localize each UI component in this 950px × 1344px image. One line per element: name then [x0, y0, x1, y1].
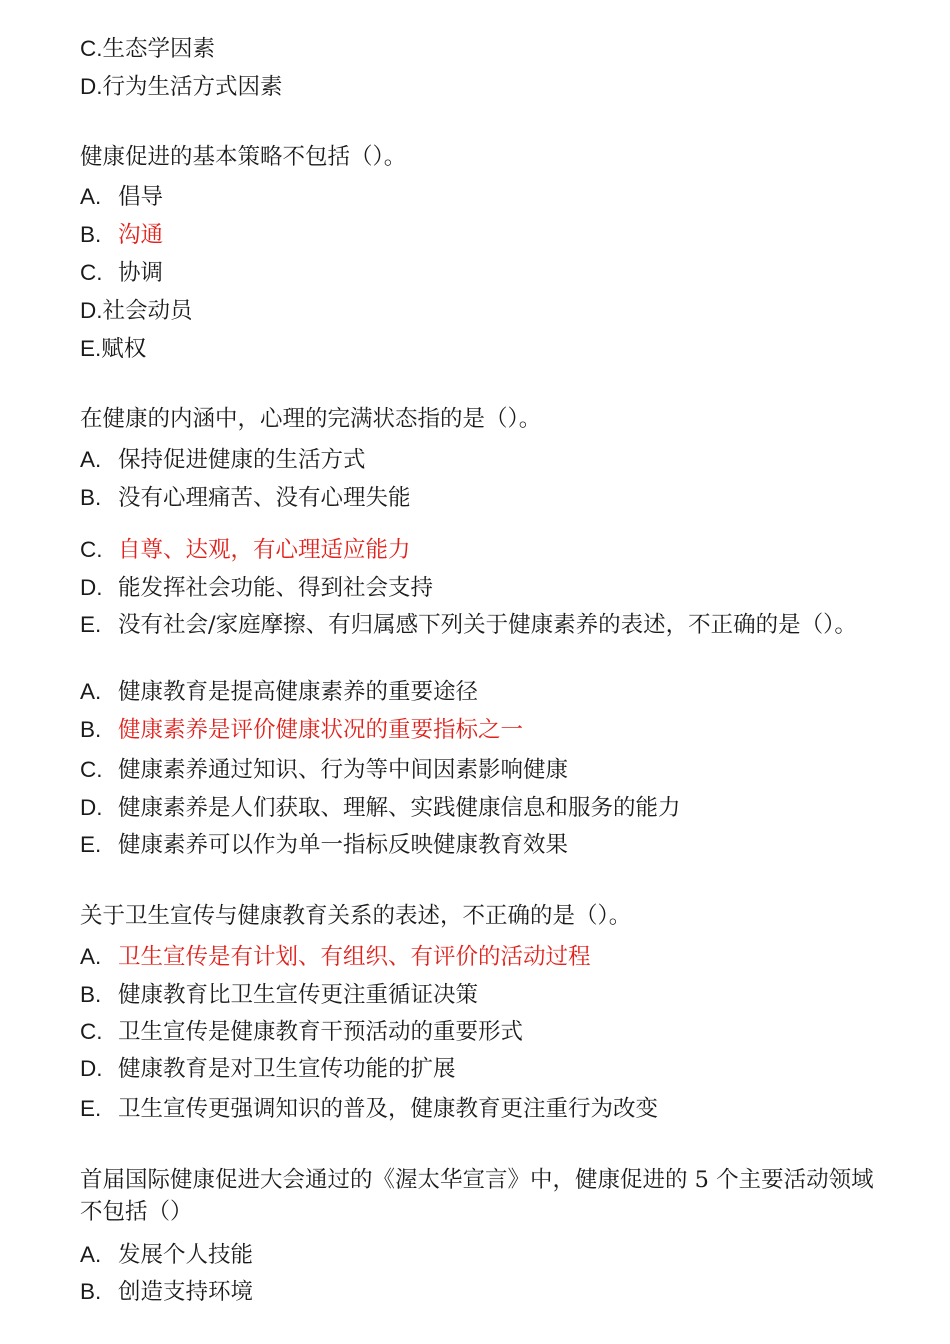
- option-e: E.赋权: [80, 336, 147, 362]
- option-a: A. 发展个人技能: [80, 1242, 254, 1268]
- option-c-answer: C. 自尊、达观，有心理适应能力: [80, 537, 411, 563]
- option-c: C. 卫生宣传是健康教育干预活动的重要形式: [80, 1019, 524, 1045]
- option-d: D.行为生活方式因素: [80, 74, 283, 100]
- question-stem: 健康促进的基本策略不包括（）。: [80, 144, 407, 170]
- option-e: E. 卫生宣传更强调知识的普及，健康教育更注重行为改变: [80, 1096, 659, 1122]
- option-a: A. 健康教育是提高健康素养的重要途径: [80, 679, 479, 705]
- option-c: C. 健康素养通过知识、行为等中间因素影响健康: [80, 757, 569, 783]
- option-b-answer: B. 沟通: [80, 222, 164, 248]
- option-e: E. 健康素养可以作为单一指标反映健康教育效果: [80, 832, 569, 858]
- option-c: C. 协调: [80, 260, 164, 286]
- option-d: D. 健康素养是人们获取、理解、实践健康信息和服务的能力: [80, 795, 681, 821]
- option-a: A. 倡导: [80, 184, 164, 210]
- option-d: D.社会动员: [80, 298, 193, 324]
- option-b: B. 创造支持环境: [80, 1279, 254, 1305]
- option-b: B. 健康教育比卫生宣传更注重循证决策: [80, 982, 479, 1008]
- option-d: D. 能发挥社会功能、得到社会支持: [80, 575, 434, 601]
- question-stem: 关于卫生宣传与健康教育关系的表述，不正确的是（）。: [80, 903, 632, 929]
- option-a: A. 保持促进健康的生活方式: [80, 447, 366, 473]
- question-stem: 首届国际健康促进大会通过的《渥太华宣言》中，健康促进的 5 个主要活动领域不包括（）: [80, 1167, 874, 1225]
- option-d: D. 健康教育是对卫生宣传功能的扩展: [80, 1056, 456, 1082]
- option-c: C.生态学因素: [80, 36, 216, 62]
- option-b: B. 没有心理痛苦、没有心理失能: [80, 485, 411, 511]
- question-stem: 在健康的内涵中，心理的完满状态指的是（）。: [80, 406, 542, 432]
- option-a-answer: A. 卫生宣传是有计划、有组织、有评价的活动过程: [80, 944, 591, 970]
- option-b-answer: B. 健康素养是评价健康状况的重要指标之一: [80, 717, 524, 743]
- option-e-with-question-stem: E. 没有社会/家庭摩擦、有归属感下列关于健康素养的表述，不正确的是（）。: [80, 612, 857, 638]
